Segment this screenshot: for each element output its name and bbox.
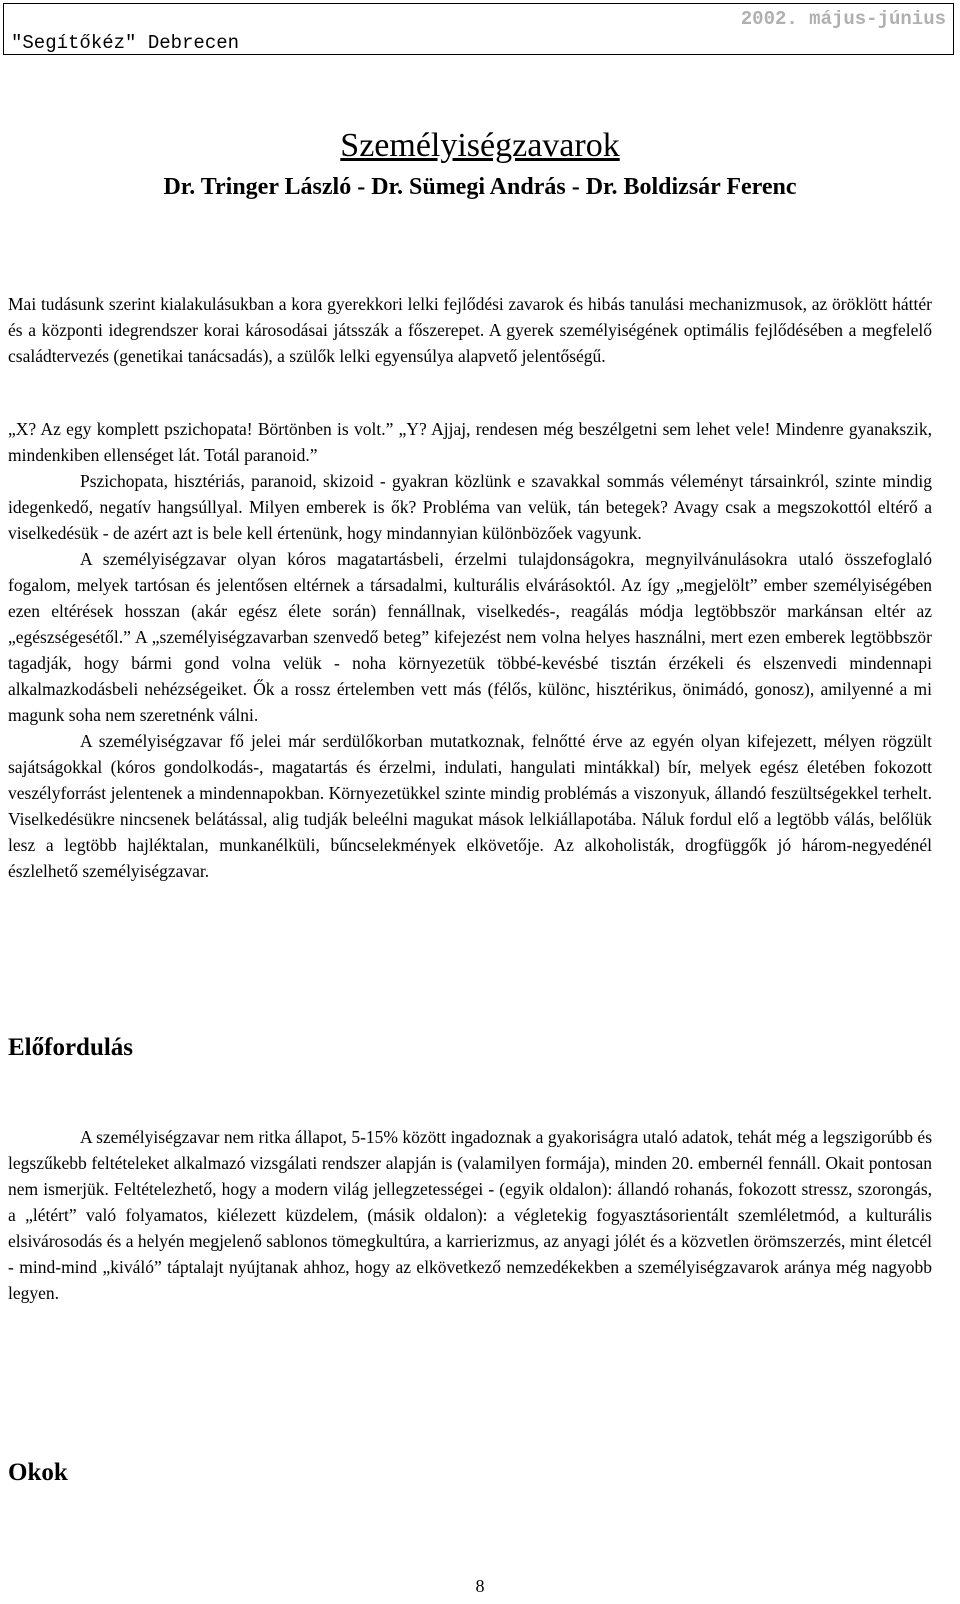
header-date: 2002. május-június bbox=[740, 8, 946, 30]
running-header bbox=[3, 3, 954, 55]
article-title: Személyiségzavarok bbox=[340, 127, 620, 164]
section-heading-okok: Okok bbox=[8, 1459, 68, 1486]
elofordulas-body bbox=[8, 1124, 932, 1306]
quote-paragraph: „X? Az egy komplett pszichopata! Börtönben is volt.” „Y? Ajjaj, rendesen még beszélgetni sem lehet vele! Mindenre gyanakszik, mindenkiben ellenséget lát. Totál paranoid.” bbox=[8, 419, 932, 465]
page-number: 8 bbox=[475, 1576, 485, 1596]
body-paragraph: Pszichopata, hisztériás, paranoid, skizoid - gyakran közlünk e szavakkal sommás véleményt társainkról, szinte mindig idegenkedő, negatív hangsúllyal. Milyen emberek is ők? Probléma van velük, tán betegek? Avagy csak a megszokottól eltérő a viselkedésük - de azért azt is bele kell értenünk, hogy mindannyian különbözőek vagyunk. bbox=[8, 471, 932, 543]
header-publisher: "Segítőkéz" Debrecen bbox=[11, 32, 240, 54]
intro-paragraph: Mai tudásunk szerint kialakulásukban a kora gyerekkori lelki fejlődési zavarok és hibás tanulási mechanizmusok, az öröklött háttér és a központi idegrendszer korai károsodásai játsszák a főszerepet. A gyerek személyiségének optimális fejlődésében a megfelelő családtervezés (genetikai tanácsadás), a szülők lelki egyensúlya alapvető jelentőségű. bbox=[8, 294, 932, 366]
section-heading-elofordulas: Előfordulás bbox=[8, 1034, 134, 1061]
body-paragraph: A személyiségzavar olyan kóros magatartásbeli, érzelmi tulajdonságokra, megnyilvánulásokra utaló összefoglaló fogalom, melyek tartósan és jelentősen eltérnek a társadalmi, kulturális elvárásoktól. Az így „megjelölt” ember személyiségében ezen eltérések hosszan (akár egész élete során) fennállnak, viselkedés-, reagálás módja legtöbbször markánsan eltér az „egészségesétől.” A „személyiségzavarban szenvedő beteg” kifejezést nem volna helyes használni, mert ezen emberek legtöbbször tagadják, hogy bármi gond volna velük - noha környezetük többé-kevésbé tisztán érzékeli és elszenvedi mindennapi alkalmazkodásbeli nehézségeiket. Ők a rossz értelemben vett más (félős, különc, hisztérikus, önimádó, gonosz), amilyenné a mi magunk soha nem szeretnénk válni. bbox=[8, 549, 932, 725]
body-paragraph: A személyiségzavar nem ritka állapot, 5-15% között ingadoznak a gyakoriságra utaló adatok, tehát még a legszigorúbb és legszűkebb feltételeket alkalmazó vizsgálati rendszer alapján is (valamilyen formája), minden 20. embernél fennáll. Okait pontosan nem ismerjük. Feltételezhető, hogy a modern világ jellegzetességei - (egyik oldalon): állandó rohanás, fokozott stressz, szorongás, a „létért” való folyamatos, kiélezett küzdelem, (másik oldalon): a végletekig fogyasztásorientált szemléletmód, a kulturális elsivárosodás és a helyén megjelenő sablonos tömegkultúra, a karrierizmus, az anyagi jólét és a közvetlen örömszerzés, mint életcél - mind-mind „kiváló” táptalajt nyújtanak ahhoz, hogy az elkövetkező nemzedékekben a személyiségzavarok aránya még nagyobb legyen. bbox=[8, 1127, 932, 1303]
intro-block bbox=[8, 291, 932, 369]
article-authors: Dr. Tringer László - Dr. Sümegi András - Dr. Boldizsár Ferenc bbox=[163, 174, 797, 200]
body-paragraph: A személyiségzavar fő jelei már serdülőkorban mutatkoznak, felnőtté érve az egyén olyan kifejezett, mélyen rögzült sajátságokkal (kóros gondolkodás-, magatartás és érzelmi, indulati, hangulati mintákkal) bír, melyek egész életében fokozott veszélyforrást jelentenek a mindennapokban. Környezetükkel szinte mindig problémás a viszonyuk, állandó feszültségekkel terhelt. Viselkedésükre nincsenek belátással, alig tudják beleélni magukat mások lelkiállapotába. Náluk fordul elő a legtöbb válás, belőlük lesz a legtöbb hajléktalan, munkanélküli, bűncselekmények elkövetője. Az alkoholisták, drogfüggők jó három-negyedénél észlelhető személyiségzavar. bbox=[8, 731, 932, 881]
main-body bbox=[8, 416, 932, 884]
